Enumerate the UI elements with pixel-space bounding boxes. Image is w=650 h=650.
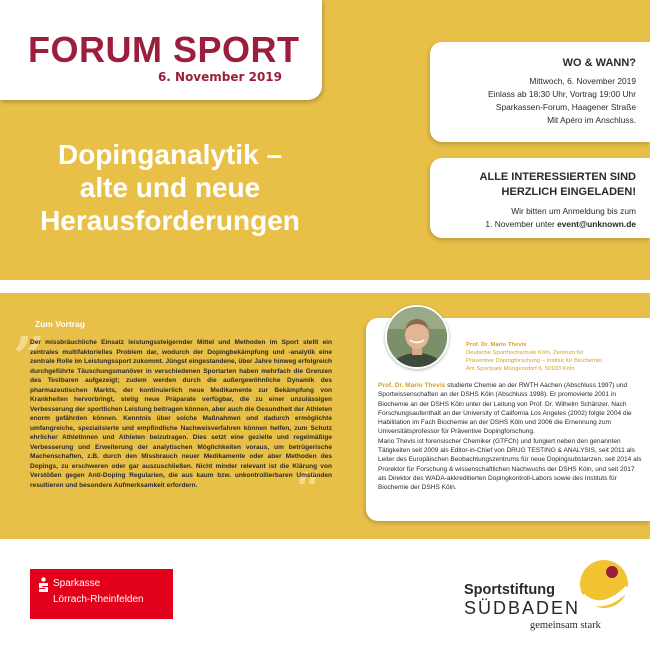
stiftung-slogan: gemeinsam stark bbox=[530, 620, 601, 631]
speaker-affiliation bbox=[466, 341, 646, 373]
registration-prefix: 1. November unter bbox=[485, 219, 558, 229]
registration-line bbox=[430, 218, 636, 231]
invitation-card bbox=[430, 158, 650, 238]
lecture-heading: Zum Vortrag bbox=[35, 319, 85, 329]
speaker-photo bbox=[385, 305, 449, 369]
affiliation-line: Am Sportpark Müngersdorf 6, 50933 Köln bbox=[466, 366, 575, 372]
registration-line: Wir bitten um Anmeldung bis zum bbox=[511, 206, 636, 216]
where-when-line: Einlass ab 18:30 Uhr, Vortrag 19:00 Uhr bbox=[487, 89, 636, 99]
bio-speaker-name: Prof. Dr. Mario Thevis bbox=[378, 382, 446, 389]
quote-close-icon: “ bbox=[296, 464, 322, 515]
headline-line-3: Herausforderungen bbox=[40, 205, 300, 236]
affiliation-line: Deutsche Sporthochschule Köln, Zentrum für bbox=[466, 350, 584, 356]
invitation-heading-line-2: HERZLICH EINGELADEN! bbox=[501, 186, 636, 198]
bio-paragraph-2: Mario Thevis ist forensischer Chemiker (GTFCh) und fungiert neben den genannten Tätigkeiten seit 2009 als Editor-in-Chief von DRUG TESTING & ANALYSIS, seit 2011 als Leiter des Europäischen Beobachtungszentrums für neue Dopingsubstanzen, seit 2014 als Prorektor für Forschung & wissenschaftlichen Nachwuchs der DSHS Köln, und seit 2017 als Direktor des WADA-akkreditierten Dopingkontroll-Labors sowie des Instituts für Biochemie der DSHS Köln. bbox=[378, 437, 642, 492]
headline bbox=[0, 138, 340, 237]
sportstiftung-emblem-icon bbox=[572, 554, 632, 614]
headline-line-1: Dopinganalytik – bbox=[57, 139, 283, 170]
speaker-bio bbox=[378, 381, 644, 493]
bio-paragraph-1: studierte Chemie an der RWTH Aachen (Abschluss 1997) und Sportwissenschaften an der DSHS Köln (Abschluss 1998). Er promovierte 2001 in Biochemie an der DSHS Köln unter der Leitung von Prof. Dr. Wilhelm Schänzer. Nach Forschungsaufenthalt an der University of California Los Angeles (2002) folgte 2004 die Habilitation im Fach Biochemie an der DSHS Köln und 2006 die Ernennung zum Universitätsprofessor für Präventive Dopingforschung. bbox=[378, 382, 632, 436]
quote-open-icon: „ bbox=[14, 293, 47, 359]
invitation-heading bbox=[430, 158, 650, 205]
sparkasse-s-icon bbox=[38, 577, 49, 596]
sparkasse-name: Sparkasse bbox=[53, 578, 101, 589]
affiliation-line: Präventive Dopingforschung – Institut für Biochemie, bbox=[466, 358, 604, 364]
email-link[interactable]: event@unknown.de bbox=[557, 219, 636, 229]
headline-line-2: alte und neue bbox=[79, 172, 261, 203]
stiftung-region: SÜDBADEN bbox=[464, 598, 581, 618]
where-when-card bbox=[430, 42, 650, 142]
invitation-heading-line-1: ALLE INTERESSIERTEN SIND bbox=[479, 171, 636, 183]
sparkasse-logo bbox=[30, 569, 173, 619]
speaker-name: Prof. Dr. Mario Thevis bbox=[466, 342, 527, 348]
title-card bbox=[0, 0, 322, 100]
where-when-line: Sparkassen-Forum, Haagener Straße bbox=[495, 102, 636, 112]
lecture-text: Der missbräuchliche Einsatz leistungssteigernder Mittel und Methoden im Sport stellt ein zentrales multifaktorielles Problem dar, wodurch der Dopingbekämpfung und -analytik eine zentrale Rolle im Leistungssport zukommt. Jüngst eingestandene, über Jahre hinweg erfolgreich durchgeführte Täuschungsmanöver in verschiedenen Sportarten haben mehrfach die Grenzen des Testbaren aufgezeigt; zudem werden durch die außergewöhnliche Dynamik des pharmazeutischen Markts, der kontinuierlich neue Medikamente zur Bekämpfung von Krankheiten hervorbringt, stetig neue Präparate verfügbar, die zu einer unzulässigen Verbesserung der sportlichen Leistung beitragen können, aber auch die Gesundheit der Athleten enorm gefährden können. Kenntnis über solche Maßnahmen und dadurch ermöglichte umfangreiche, spezialisierte und empfindliche Nachweisverfahren können helfen, zum Schutz ehrlicher Athletinnen und Athleten beizutragen. Dies setzt eine gezielte und regelmäßige Verbesserung und Erweiterung der analytischen Möglichkeiten voraus, um betrügerische Machenschaften, z.B. durch den Missbrauch neuer Medikamente oder aber Methoden des Dopings, zu erschweren oder gar auszuschließen. Nicht minder relevant ist die Klärung von Verstößen gegen Anti-Doping Regularien, die aus kaum bzw. unkontrollierbaren Umständen resultieren und besondere Aufmerksamkeit erfordern. bbox=[30, 339, 332, 489]
stiftung-name: Sportstiftung bbox=[464, 582, 556, 598]
page-title: FORUM SPORT bbox=[28, 29, 300, 70]
sportstiftung-logo bbox=[462, 552, 642, 632]
sparkasse-region: Lörrach-Rheinfelden bbox=[53, 594, 144, 605]
where-when-heading: WO & WANN? bbox=[562, 57, 636, 69]
event-date: 6. November 2019 bbox=[157, 70, 282, 84]
where-when-line: Mit Apéro im Anschluss. bbox=[547, 115, 636, 125]
where-when-line: Mittwoch, 6. November 2019 bbox=[529, 76, 636, 86]
